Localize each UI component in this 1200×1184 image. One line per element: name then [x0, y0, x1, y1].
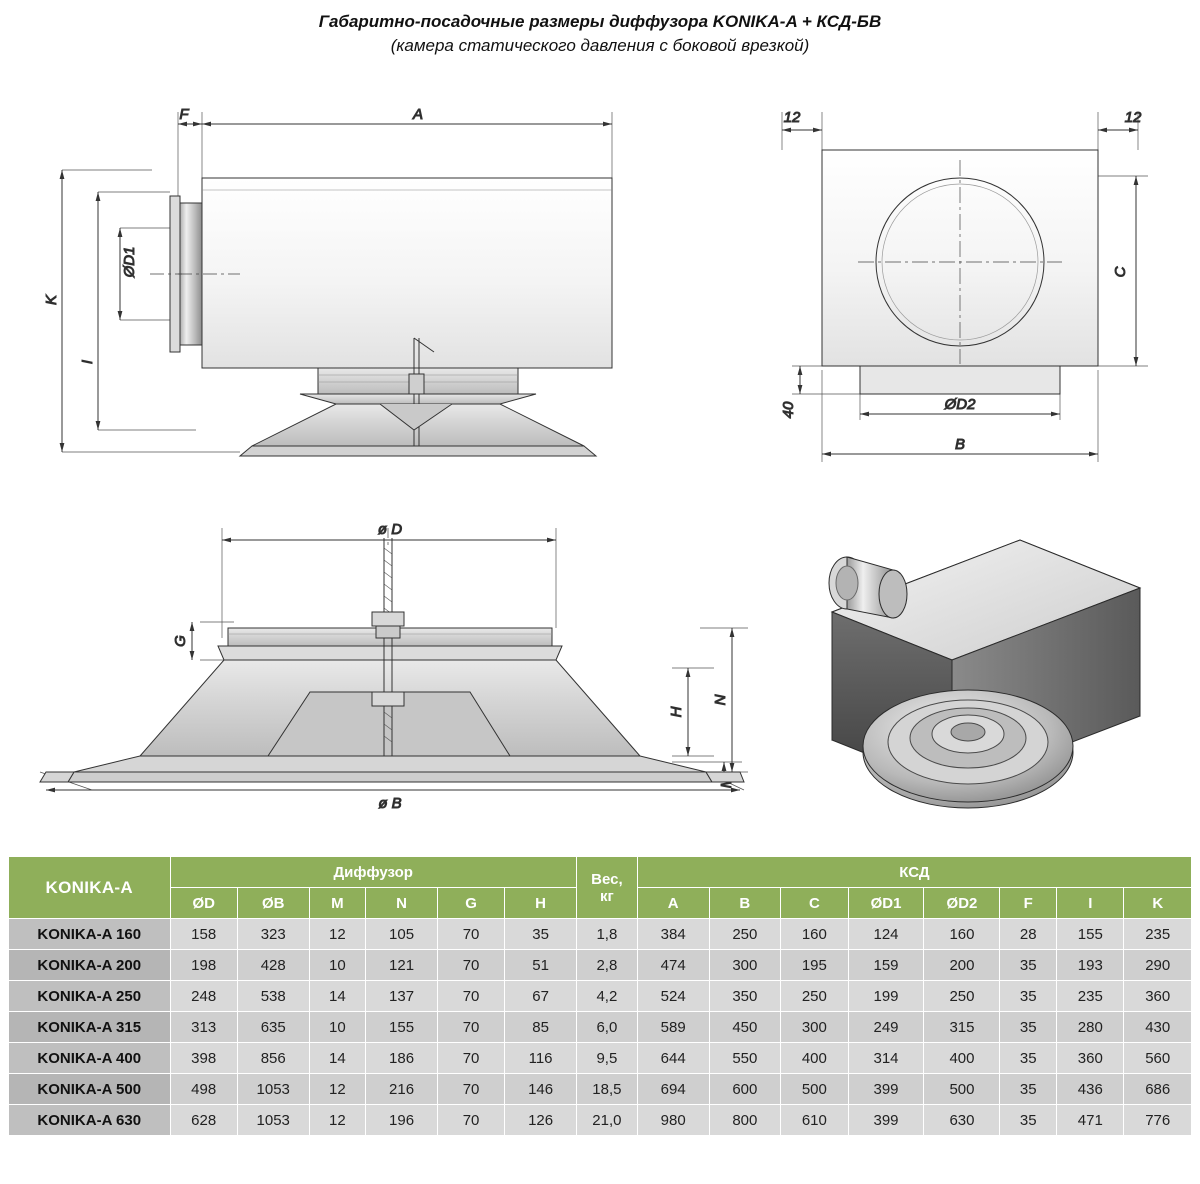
cell-d2: 630 [924, 1105, 1000, 1136]
cell-h: 35 [505, 919, 577, 950]
cell-f: 35 [1000, 1074, 1057, 1105]
cell-model: KONIKA-A 315 [9, 1012, 171, 1043]
cell-c: 610 [781, 1105, 848, 1136]
header-col-k: K [1124, 888, 1192, 919]
header-col-n: N [366, 888, 438, 919]
cell-f: 35 [1000, 1043, 1057, 1074]
cell-h: 51 [505, 950, 577, 981]
header-brand: KONIKA-A [9, 857, 171, 919]
cell-d: 313 [170, 1012, 237, 1043]
table-row [9, 1105, 1192, 1136]
svg-text:N: N [712, 694, 729, 706]
view-diffuser-section [40, 521, 748, 812]
cell-b: 1053 [237, 1105, 309, 1136]
header-group-diffuser: Диффузор [170, 857, 576, 888]
cell-d: 198 [170, 950, 237, 981]
cell-h: 67 [505, 981, 577, 1012]
cell-f: 35 [1000, 1012, 1057, 1043]
svg-text:C: C [1112, 266, 1129, 278]
cell-k: 560 [1124, 1043, 1192, 1074]
cell-d2: 400 [924, 1043, 1000, 1074]
svg-text:ø B: ø B [378, 795, 402, 812]
cell-c: 195 [781, 950, 848, 981]
cell-h: 116 [505, 1043, 577, 1074]
cell-n: 137 [366, 981, 438, 1012]
cell-i: 193 [1057, 950, 1124, 981]
cell-n: 155 [366, 1012, 438, 1043]
cell-m: 14 [309, 1043, 366, 1074]
cell-d2: 315 [924, 1012, 1000, 1043]
cell-a: 694 [637, 1074, 709, 1105]
cell-d1: 314 [848, 1043, 924, 1074]
cell-d1: 399 [848, 1105, 924, 1136]
cell-f: 35 [1000, 1105, 1057, 1136]
cell-b: 428 [237, 950, 309, 981]
cell-weight: 21,0 [576, 1105, 637, 1136]
table-row [9, 1074, 1192, 1105]
cell-g: 70 [437, 1105, 504, 1136]
cell-f: 28 [1000, 919, 1057, 950]
cell-i: 436 [1057, 1074, 1124, 1105]
cell-k: 360 [1124, 981, 1192, 1012]
title-line-2: (камера статического давления с боковой врезкой) [390, 36, 810, 55]
cell-b: 323 [237, 919, 309, 950]
svg-text:ø D: ø D [377, 521, 403, 538]
cell-g: 70 [437, 981, 504, 1012]
header-weight [576, 857, 637, 919]
cell-g: 70 [437, 1043, 504, 1074]
cell-m: 10 [309, 950, 366, 981]
cell-d2: 160 [924, 919, 1000, 950]
table-body [9, 919, 1192, 1136]
cell-d: 398 [170, 1043, 237, 1074]
cell-d1: 124 [848, 919, 924, 950]
cell-model: KONIKA-A 500 [9, 1074, 171, 1105]
cell-d: 248 [170, 981, 237, 1012]
cell-weight: 2,8 [576, 950, 637, 981]
cell-n: 121 [366, 950, 438, 981]
header-weight-line2: кг [600, 887, 614, 905]
cell-weight: 4,2 [576, 981, 637, 1012]
cell-weight: 1,8 [576, 919, 637, 950]
cell-a: 474 [637, 950, 709, 981]
cell-bb: 800 [709, 1105, 781, 1136]
header-col-bb: B [709, 888, 781, 919]
cell-model: KONIKA-A 630 [9, 1105, 171, 1136]
svg-text:40: 40 [780, 401, 797, 419]
cell-i: 360 [1057, 1043, 1124, 1074]
cell-a: 589 [637, 1012, 709, 1043]
cell-f: 35 [1000, 981, 1057, 1012]
cell-b: 856 [237, 1043, 309, 1074]
cell-bb: 550 [709, 1043, 781, 1074]
svg-text:K: K [43, 294, 60, 306]
cell-c: 300 [781, 1012, 848, 1043]
cell-b: 635 [237, 1012, 309, 1043]
cell-g: 70 [437, 919, 504, 950]
cell-d1: 199 [848, 981, 924, 1012]
cell-d2: 500 [924, 1074, 1000, 1105]
cell-n: 105 [366, 919, 438, 950]
svg-text:12: 12 [783, 109, 801, 126]
cell-g: 70 [437, 1074, 504, 1105]
cell-m: 12 [309, 1105, 366, 1136]
cell-weight: 18,5 [576, 1074, 637, 1105]
cell-a: 644 [637, 1043, 709, 1074]
cell-d2: 200 [924, 950, 1000, 981]
cell-m: 14 [309, 981, 366, 1012]
header-col-f: F [1000, 888, 1057, 919]
view-side-elevation [43, 106, 612, 456]
table-row [9, 1012, 1192, 1043]
svg-text:H: H [668, 706, 685, 718]
view-front-elevation [780, 109, 1148, 462]
header-col-h: H [505, 888, 577, 919]
cell-i: 280 [1057, 1012, 1124, 1043]
cell-m: 12 [309, 919, 366, 950]
cell-k: 430 [1124, 1012, 1192, 1043]
cell-n: 196 [366, 1105, 438, 1136]
header-col-d1: ØD1 [848, 888, 924, 919]
cell-c: 250 [781, 981, 848, 1012]
table-header-row-1 [9, 857, 1192, 888]
cell-b: 1053 [237, 1074, 309, 1105]
cell-b: 538 [237, 981, 309, 1012]
cell-c: 400 [781, 1043, 848, 1074]
cell-d: 628 [170, 1105, 237, 1136]
cell-d: 158 [170, 919, 237, 950]
cell-d: 498 [170, 1074, 237, 1105]
cell-n: 216 [366, 1074, 438, 1105]
cell-bb: 250 [709, 919, 781, 950]
cell-k: 686 [1124, 1074, 1192, 1105]
header-col-c: C [781, 888, 848, 919]
cell-model: KONIKA-A 400 [9, 1043, 171, 1074]
header-col-g: G [437, 888, 504, 919]
cell-d1: 399 [848, 1074, 924, 1105]
cell-weight: 9,5 [576, 1043, 637, 1074]
cell-a: 980 [637, 1105, 709, 1136]
table-row [9, 981, 1192, 1012]
cell-k: 290 [1124, 950, 1192, 981]
header-col-a: A [637, 888, 709, 919]
table-row [9, 1043, 1192, 1074]
header-col-m: M [309, 888, 366, 919]
svg-text:G: G [172, 635, 189, 647]
svg-text:ØD2: ØD2 [944, 396, 976, 413]
cell-bb: 350 [709, 981, 781, 1012]
cell-d2: 250 [924, 981, 1000, 1012]
cell-k: 235 [1124, 919, 1192, 950]
cell-h: 126 [505, 1105, 577, 1136]
cell-i: 235 [1057, 981, 1124, 1012]
specifications-table [8, 856, 1192, 1136]
cell-g: 70 [437, 1012, 504, 1043]
cell-n: 186 [366, 1043, 438, 1074]
cell-h: 85 [505, 1012, 577, 1043]
cell-d1: 249 [848, 1012, 924, 1043]
view-isometric [829, 540, 1140, 808]
cell-c: 500 [781, 1074, 848, 1105]
header-weight-line1: Вес, [591, 870, 623, 888]
cell-bb: 600 [709, 1074, 781, 1105]
svg-text:A: A [412, 106, 424, 123]
cell-f: 35 [1000, 950, 1057, 981]
cell-i: 155 [1057, 919, 1124, 950]
cell-d1: 159 [848, 950, 924, 981]
svg-text:F: F [179, 106, 189, 123]
svg-text:B: B [954, 436, 966, 453]
cell-k: 776 [1124, 1105, 1192, 1136]
title-line-1: Габаритно-посадочные размеры диффузора KONIKA-A + КСД-БВ [318, 12, 882, 31]
header-col-d2: ØD2 [924, 888, 1000, 919]
cell-c: 160 [781, 919, 848, 950]
cell-bb: 300 [709, 950, 781, 981]
table-row [9, 950, 1192, 981]
header-col-i: I [1057, 888, 1124, 919]
header-group-ksd: КСД [637, 857, 1191, 888]
svg-text:ØD1: ØD1 [121, 246, 138, 278]
cell-m: 10 [309, 1012, 366, 1043]
cell-m: 12 [309, 1074, 366, 1105]
cell-h: 146 [505, 1074, 577, 1105]
svg-text:I: I [79, 359, 96, 365]
table-row [9, 919, 1192, 950]
cell-bb: 450 [709, 1012, 781, 1043]
cell-model: KONIKA-A 160 [9, 919, 171, 950]
cell-g: 70 [437, 950, 504, 981]
cell-a: 524 [637, 981, 709, 1012]
header-col-d: ØD [170, 888, 237, 919]
cell-a: 384 [637, 919, 709, 950]
cell-model: KONIKA-A 200 [9, 950, 171, 981]
cell-weight: 6,0 [576, 1012, 637, 1043]
cell-i: 471 [1057, 1105, 1124, 1136]
svg-text:12: 12 [1124, 109, 1142, 126]
cell-model: KONIKA-A 250 [9, 981, 171, 1012]
header-col-b: ØB [237, 888, 309, 919]
